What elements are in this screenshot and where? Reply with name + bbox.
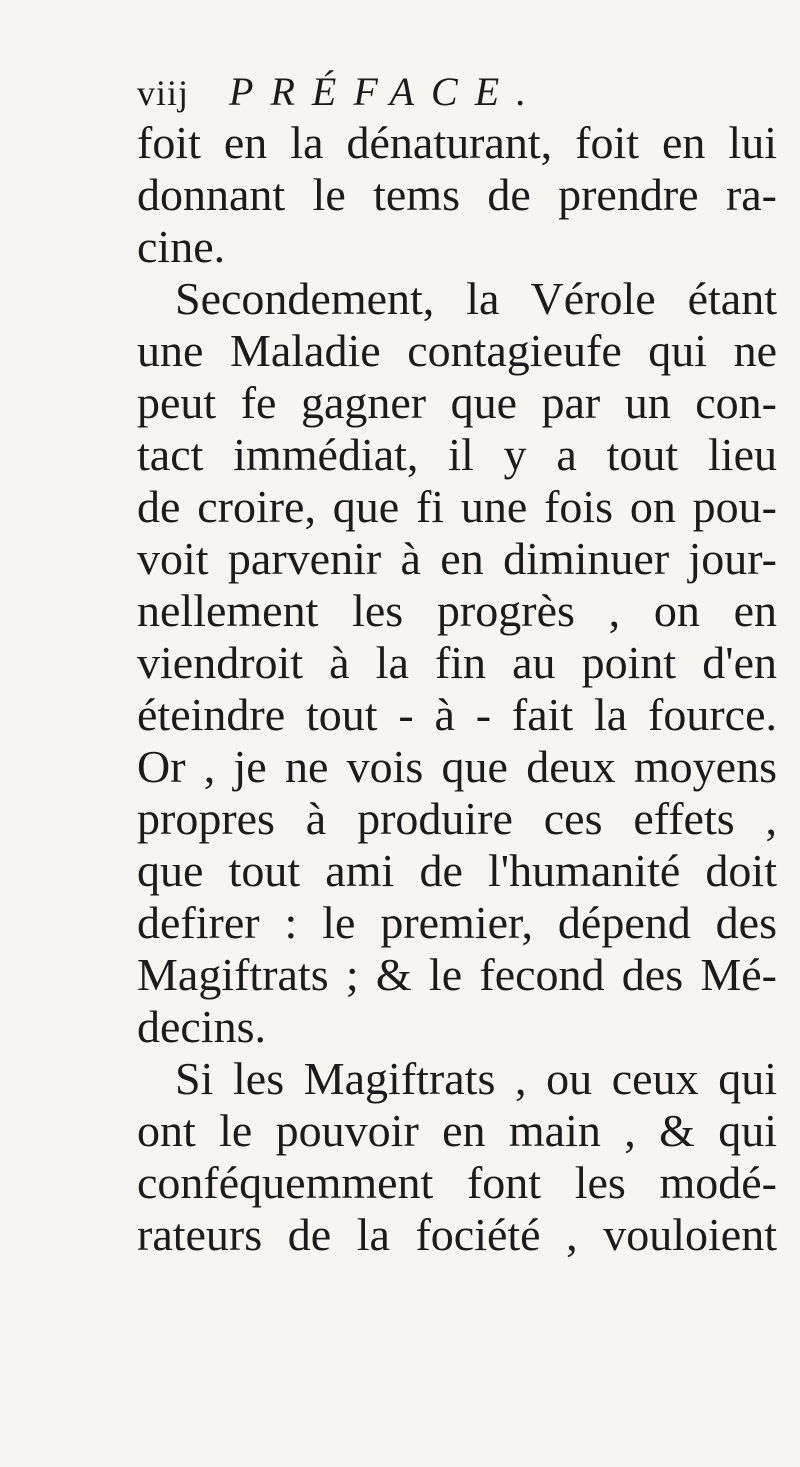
- text-line: propres à produire ces effets ,: [137, 793, 777, 844]
- running-title: PRÉFACE.: [229, 69, 544, 114]
- page-number: viij: [137, 73, 190, 113]
- text-line: Or , je ne vois que deux moyens: [137, 741, 777, 792]
- text-line: viendroit à la fin au point d'en: [137, 637, 777, 688]
- text-line: que tout ami de l'humanité doit: [137, 845, 777, 896]
- text-line: decins.: [137, 1001, 267, 1052]
- text-line: nellement les progrès , on en: [137, 585, 777, 636]
- text-line: conféquemment font les modé-: [137, 1157, 777, 1208]
- text-line: ont le pouvoir en main , & qui: [137, 1105, 777, 1156]
- text-line: peut fe gagner que par un con-: [137, 377, 777, 428]
- text-line: rateurs de la fociété , vouloient: [137, 1209, 777, 1260]
- text-line: voit parvenir à en diminuer jour-: [137, 533, 777, 584]
- text-line: tact immédiat, il y a tout lieu: [137, 429, 777, 480]
- page-header: [137, 68, 543, 116]
- text-line: donnant le tems de prendre ra-: [137, 169, 777, 220]
- text-line: Si les Magiftrats , ou ceux qui: [175, 1053, 777, 1104]
- text-line: Magiftrats ; & le fecond des Mé-: [137, 949, 777, 1000]
- text-line: cine.: [137, 221, 226, 272]
- text-line: defirer : le premier, dépend des: [137, 897, 777, 948]
- text-line: de croire, que fi une fois on pou-: [137, 481, 777, 532]
- text-line: foit en la dénaturant, foit en lui: [137, 117, 777, 168]
- text-line: Secondement, la Vérole étant: [175, 273, 777, 324]
- text-line: éteindre tout - à - fait la fource.: [137, 689, 777, 740]
- body-text: [137, 117, 777, 1261]
- text-line: une Maladie contagieufe qui ne: [137, 325, 777, 376]
